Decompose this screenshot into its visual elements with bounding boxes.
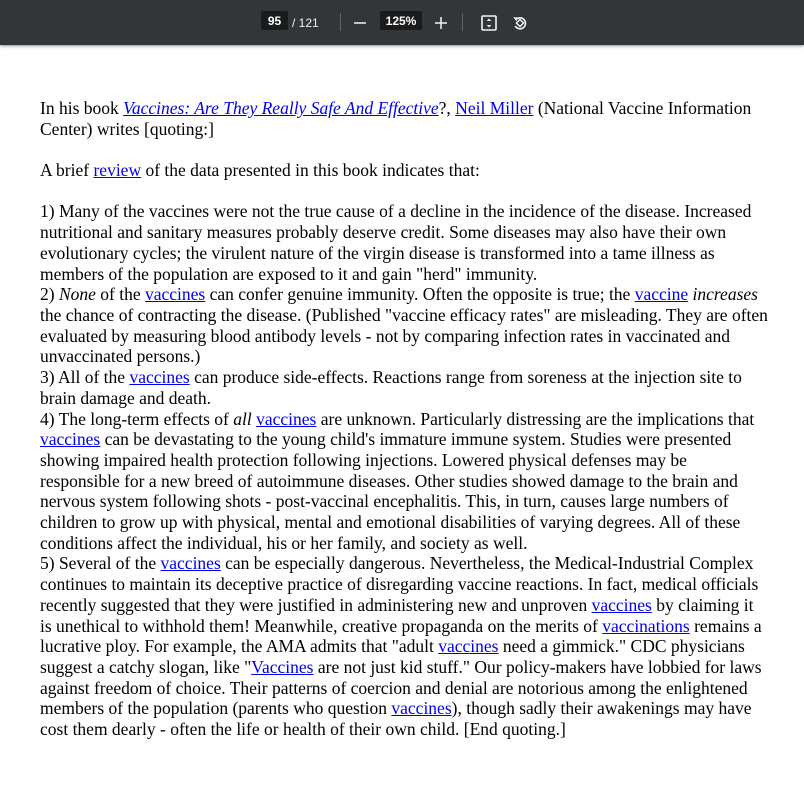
book-title-link[interactable]: Vaccines: Are They Really Safe And Effective bbox=[123, 98, 439, 118]
point-3: 3) All of the vaccines can produce side-effects. Reactions range from soreness at the injection site to brain damage and death. bbox=[40, 367, 742, 408]
page-total: / 121 bbox=[292, 15, 319, 30]
rotate-icon bbox=[511, 14, 529, 32]
vaccines-link[interactable]: vaccines bbox=[591, 594, 652, 615]
point-5: 5) Several of the vaccines can be especially dangerous. Nevertheless, the Medical-Industrial Complex continues to maintain its deceptive practice of disregarding vaccine reactions. In fact, medical officials recently suggested that they were justified in administering new and unproven vaccines by claiming it is unethical to withhold them! Meanwhile, creative propaganda on the merits of vaccinations remains a lucrative ploy. For example, the AMA admits that "adult vaccines need a gimmick." CDC physicians suggest a catchy slogan, like "Vaccines are not just kid stuff." Our policy-makers have lobbied for laws against freedom of choice. Their patterns of coercion and denial are notorious among the enlightened members of the population (parents who question vaccines), though sadly their awakenings may have cost them dearly - often the life or health of their own child. [End quoting.] bbox=[40, 553, 762, 740]
minus-icon bbox=[354, 17, 366, 29]
pdf-toolbar bbox=[0, 0, 804, 45]
zoom-level-input[interactable]: 125% bbox=[380, 11, 422, 30]
point-4: 4) The long-term effects of all vaccines are unknown. Particularly distressing are the implications that vaccines can be devastating to the young child's immature immune system. Studies were presented showing impaired health protection following injections. Lowered physical defenses may be responsible for a new breed of autoimmune diseases. Other studies showed damage to the brain and nervous system following shots - post-vaccinal encephalitis. This, in turn, causes large numbers of children to grow up with physical, mental and emotional disabilities of varying degrees. All of these conditions affect the individual, his or her family, and society as well. bbox=[40, 408, 755, 553]
vaccines-link[interactable]: vaccines bbox=[256, 408, 317, 429]
rotate-button[interactable] bbox=[510, 0, 530, 45]
plus-icon bbox=[435, 17, 447, 29]
author-link[interactable]: Neil Miller bbox=[455, 98, 534, 118]
vaccines-link[interactable]: vaccines bbox=[40, 429, 101, 450]
point-2: 2) None of the vaccines can confer genuine immunity. Often the opposite is true; the vaccine increases the chance of contracting the disease. (Published "vaccine efficacy rates" are misleading. They are often evaluated by measuring blood antibody levels - not by comparing infection rates in vaccinated and unvaccinated persons.) bbox=[40, 284, 768, 367]
review-link[interactable]: review bbox=[93, 160, 142, 181]
summary-paragraph: A brief review of the data presented in this book indicates that: bbox=[40, 160, 480, 181]
zoom-in-button[interactable] bbox=[432, 0, 450, 45]
vaccine-link[interactable]: vaccine bbox=[634, 284, 689, 305]
vaccinations-link[interactable]: vaccinations bbox=[602, 615, 690, 636]
fit-page-icon bbox=[481, 15, 497, 31]
intro-paragraph: In his book Vaccines: Are They Really Safe And Effective?, Neil Miller (National Vaccine Information Center) writes [quoting:] bbox=[40, 98, 752, 139]
fit-to-page-button[interactable] bbox=[479, 0, 499, 45]
document-page bbox=[40, 98, 768, 740]
vaccines-link[interactable]: vaccines bbox=[129, 367, 190, 388]
vaccines-link[interactable]: vaccines bbox=[391, 698, 452, 719]
vaccines-link[interactable]: vaccines bbox=[160, 553, 221, 574]
vaccines-link[interactable]: vaccines bbox=[438, 636, 499, 657]
toolbar-divider bbox=[340, 13, 341, 31]
vaccines-link[interactable]: Vaccines bbox=[251, 656, 314, 677]
toolbar-divider bbox=[462, 13, 463, 31]
zoom-out-button[interactable] bbox=[351, 0, 369, 45]
vaccines-link[interactable]: vaccines bbox=[145, 284, 206, 305]
point-1: 1) Many of the vaccines were not the true cause of a decline in the incidence of the disease. Increased nutritional and sanitary measures probably deserve credit. Some diseases may also have their own evolutionary cycles; the virulent nature of the virgin disease is transformed into a tame illness as members of the population are exposed to it and gain "herd" immunity. bbox=[40, 201, 752, 284]
page-number-input[interactable]: 95 bbox=[261, 11, 288, 30]
